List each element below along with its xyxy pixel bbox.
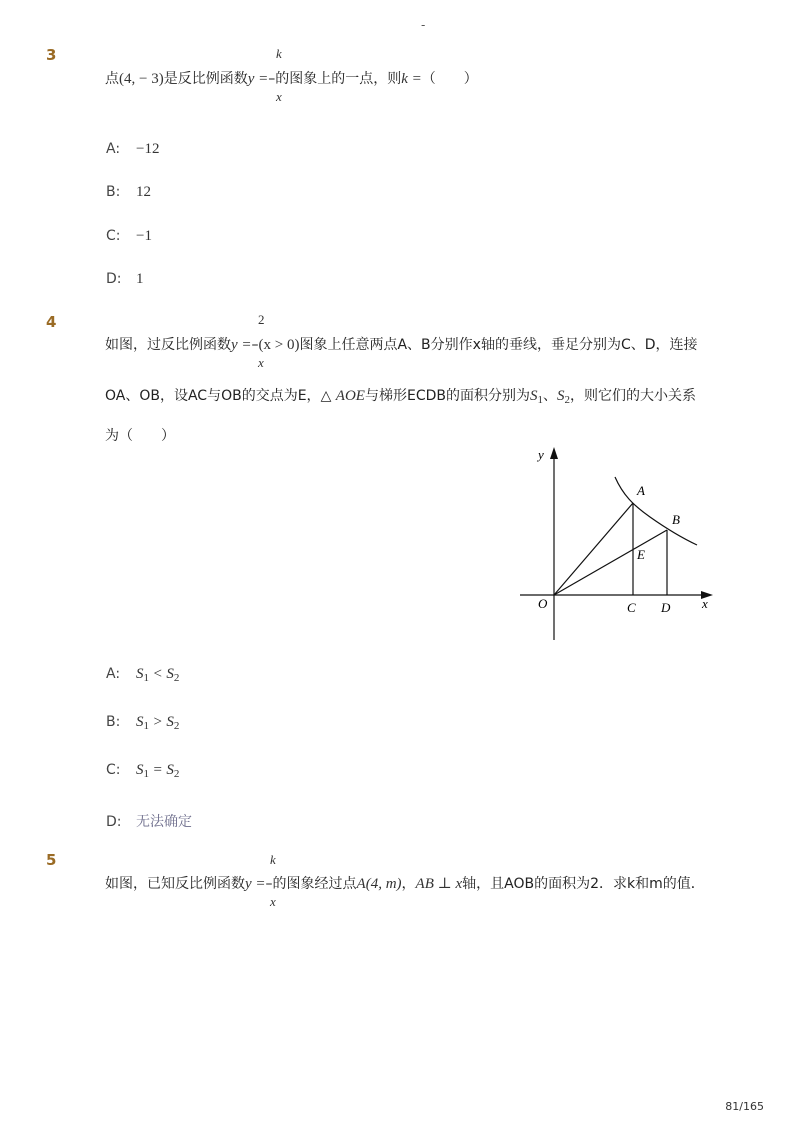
label-x: x: [702, 596, 708, 611]
q3-stem-mid: 是反比例函数: [163, 71, 248, 87]
q3-option-b-value: 12: [136, 184, 151, 200]
question-5-stem: [105, 873, 705, 893]
q4-option-c-s2: S: [166, 762, 174, 778]
q5-func: y =: [245, 876, 266, 892]
q3-fraction-denominator: x: [276, 89, 282, 104]
q4-s2-sub: 2: [564, 394, 570, 406]
label-y: y: [538, 447, 544, 462]
q3-stem-pre: 点: [105, 71, 119, 87]
q4-option-a-sub2: 2: [173, 672, 180, 684]
hyperbola-curve: [615, 477, 697, 545]
page-number: 81/165: [725, 1100, 764, 1113]
q5-stem-post: 轴，且AOB的面积为2．求k和m的值．: [462, 876, 705, 892]
q4-s2: S: [556, 388, 565, 404]
q3-option-a-value: −12: [136, 141, 160, 157]
q4-option-a-sub1: 1: [143, 672, 149, 684]
q4-l1-post: 图象上任意两点A、B分别作x轴的垂线，垂足分别为C、D，连接: [299, 337, 698, 353]
q5-fraction-numerator: k: [270, 852, 276, 867]
q4-option-c[interactable]: [106, 762, 179, 780]
q4-option-d-label: D:: [106, 814, 122, 830]
q4-option-c-sub1: 1: [143, 768, 149, 780]
q4-option-a-op: <: [153, 666, 162, 682]
q4-option-d[interactable]: [106, 811, 192, 831]
q4-option-a-s1: S: [136, 666, 144, 682]
q5-point: A(4, m): [356, 876, 402, 892]
segment-ob: [554, 530, 667, 595]
q4-option-b-op: >: [153, 714, 162, 730]
q4-s1-sub: 1: [537, 394, 543, 406]
q4-func: y =: [231, 337, 252, 353]
q3-paren: （ ）: [421, 71, 478, 87]
q4-option-b-sub2: 2: [173, 720, 180, 732]
question-3-number: 3: [46, 46, 57, 64]
q3-option-a-label: A:: [106, 141, 121, 157]
q3-k-eq: k =: [401, 71, 422, 87]
q4-l2-post: ，则它们的大小关系: [569, 388, 696, 404]
q3-option-c[interactable]: [106, 228, 152, 245]
header-mark: -: [421, 18, 426, 32]
question-5-number: 5: [46, 851, 57, 869]
q4-l1-pre: 如图，过反比例函数: [105, 337, 231, 353]
q3-fraction-numerator: k: [276, 46, 282, 61]
question-3-stem: [105, 68, 478, 88]
q4-option-b-sub1: 1: [143, 720, 149, 732]
q4-option-d-text: 无法确定: [136, 814, 192, 830]
q4-triangle-symbol: △: [320, 388, 332, 404]
q4-option-c-sub2: 2: [173, 768, 180, 780]
q4-option-b-s2: S: [166, 714, 174, 730]
q5-fraction-bar: –: [265, 876, 273, 892]
segment-oa: [554, 503, 633, 595]
q3-stem-post: 的图象上的一点，则: [275, 71, 402, 87]
q4-option-b-label: B:: [106, 714, 121, 730]
label-d: D: [661, 600, 671, 615]
q4-option-a-label: A:: [106, 666, 121, 682]
question-4-stem-line-3: 为（ ）: [105, 428, 175, 444]
label-b: B: [672, 512, 680, 527]
q4-aoe: AOE: [335, 388, 365, 404]
q4-fraction-denominator: x: [258, 355, 264, 370]
question-4-stem-line-2: [105, 385, 696, 406]
q4-option-b-s1: S: [136, 714, 144, 730]
q3-option-a[interactable]: [106, 141, 159, 158]
q4-figure: [515, 445, 720, 645]
q4-option-a-s2: S: [166, 666, 174, 682]
q4-option-c-label: C:: [106, 762, 121, 778]
q5-ab-perp: AB ⊥ x: [415, 876, 463, 892]
q3-fraction-bar: –: [268, 71, 276, 87]
q3-option-d-label: D:: [106, 271, 122, 287]
q3-option-d-value: 1: [136, 271, 144, 287]
q4-fraction-numerator: 2: [258, 312, 265, 327]
q5-comma: ，: [401, 876, 416, 892]
question-4-stem-line-1: [105, 334, 698, 354]
q4-option-c-s1: S: [136, 762, 144, 778]
q4-sep: 、: [542, 388, 557, 404]
q4-s1: S: [529, 388, 538, 404]
q5-stem-mid: 的图象经过点: [272, 876, 357, 892]
q4-option-a[interactable]: [106, 666, 179, 684]
q4-option-c-op: =: [153, 762, 162, 778]
label-a: A: [637, 483, 645, 498]
q4-l2-mid: 与梯形ECDB的面积分别为: [364, 388, 530, 404]
y-axis-arrow-icon: [550, 447, 558, 459]
q3-func: y =: [247, 71, 269, 87]
q3-option-b[interactable]: [106, 184, 151, 201]
q3-option-b-label: B:: [106, 184, 121, 200]
q5-fraction-denominator: x: [270, 894, 276, 909]
q4-option-b[interactable]: [106, 714, 179, 732]
q3-point: (4, − 3): [119, 71, 164, 87]
q3-option-c-value: −1: [136, 228, 152, 244]
question-4-number: 4: [46, 313, 57, 331]
q5-stem-pre: 如图，已知反比例函数: [105, 876, 245, 892]
label-c: C: [627, 600, 636, 615]
label-e: E: [637, 547, 645, 562]
q4-fraction-bar: –: [251, 337, 259, 353]
q3-option-c-label: C:: [106, 228, 121, 244]
label-o: O: [538, 596, 548, 611]
q4-cond: (x > 0): [258, 337, 300, 353]
q4-l2-pre: OA、OB，设AC与OB的交点为E，: [105, 388, 321, 404]
q3-option-d[interactable]: [106, 271, 144, 288]
